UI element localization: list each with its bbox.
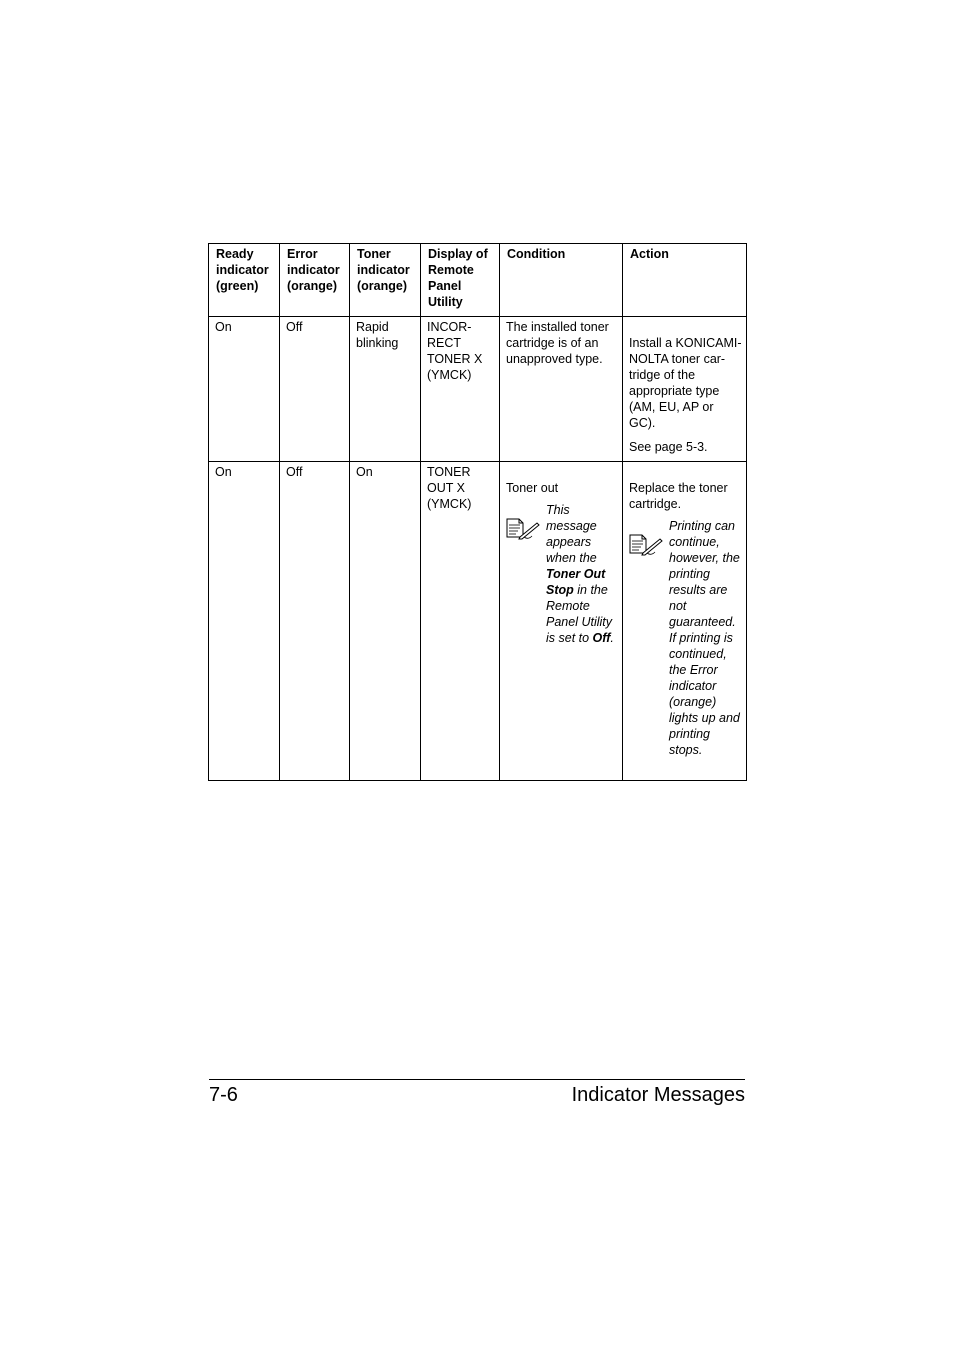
table-header-row	[209, 244, 747, 317]
action-text: Install a KONICAMI- NOLTA toner car- tridge of the appropriate type (AM, EU, AP or GC).	[629, 336, 742, 430]
action-note-text: Printing can continue, however, the printing results are not guaranteed. If printing is continued, the Error indicator (orange) lights up and printing stops.	[669, 519, 740, 757]
condition-note-text: This message appears when the Toner Out Stop in the Remote Panel Utility is set to Off.	[546, 503, 614, 645]
cell-ready: On	[209, 462, 280, 781]
header-error-indicator: Error indicator (orange)	[280, 244, 350, 317]
cell-action	[623, 462, 747, 781]
table-row	[209, 317, 747, 462]
cell-toner: Rapid blinking	[350, 317, 421, 462]
cell-condition	[500, 462, 623, 781]
table-row	[209, 462, 747, 781]
header-toner-indicator: Toner indicator (orange)	[350, 244, 421, 317]
note-pencil-icon	[629, 518, 669, 758]
cell-display: TONER OUT X (YMCK)	[421, 462, 500, 781]
action-text: Replace the toner cartridge.	[629, 481, 728, 511]
cell-action	[623, 317, 747, 462]
cell-toner: On	[350, 462, 421, 781]
header-display: Display of Remote Panel Utility	[421, 244, 500, 317]
footer-rule	[209, 1079, 745, 1080]
action-note	[629, 518, 744, 758]
condition-note	[506, 502, 620, 646]
page-number: 7-6	[209, 1084, 238, 1106]
action-see-page: See page 5-3.	[629, 440, 708, 454]
header-condition: Condition	[500, 244, 623, 317]
header-ready-indicator: Ready indicator (green)	[209, 244, 280, 317]
section-title: Indicator Messages	[571, 1084, 745, 1106]
cell-condition: The installed toner cartridge is of an unapproved type.	[500, 317, 623, 462]
condition-text: Toner out	[506, 481, 559, 495]
cell-error: Off	[280, 462, 350, 781]
header-action: Action	[623, 244, 747, 317]
indicator-messages-table	[208, 243, 747, 781]
cell-error: Off	[280, 317, 350, 462]
cell-ready: On	[209, 317, 280, 462]
cell-display: INCOR- RECT TONER X (YMCK)	[421, 317, 500, 462]
note-pencil-icon	[506, 502, 546, 646]
